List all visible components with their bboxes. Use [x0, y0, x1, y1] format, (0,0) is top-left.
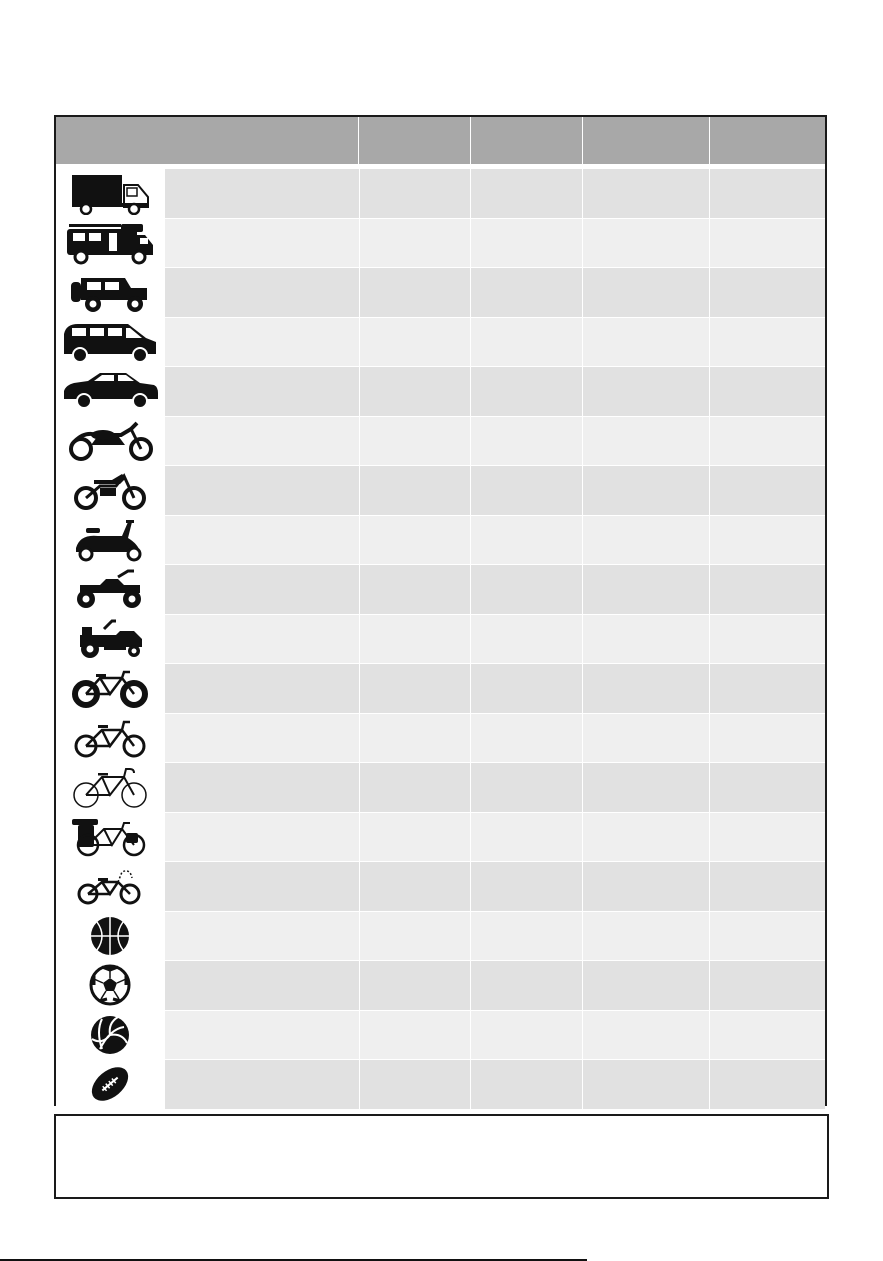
vehicle-label — [165, 367, 360, 416]
value-cell — [471, 219, 583, 268]
vehicle-label — [165, 763, 360, 812]
value-cell — [360, 367, 472, 416]
value-cell — [471, 615, 583, 664]
value-cell — [360, 615, 472, 664]
value-cell — [710, 615, 825, 664]
vehicle-label — [165, 169, 360, 218]
value-cell — [471, 417, 583, 466]
value-cell — [583, 763, 710, 812]
vehicle-label — [165, 1011, 360, 1060]
table-row — [56, 219, 825, 269]
value-cell — [710, 417, 825, 466]
notes-text — [56, 1116, 827, 1132]
header-column-4 — [710, 117, 825, 164]
value-cell — [471, 367, 583, 416]
off-road-jeep-icon — [56, 268, 165, 317]
value-cell — [471, 565, 583, 614]
american-football-icon — [56, 1060, 165, 1109]
vehicle-label — [165, 1060, 360, 1109]
value-cell — [583, 714, 710, 763]
value-cell — [710, 714, 825, 763]
value-cell — [583, 664, 710, 713]
value-cell — [471, 466, 583, 515]
value-cell — [360, 1011, 472, 1060]
value-cell — [471, 664, 583, 713]
value-cell — [710, 516, 825, 565]
value-cell — [710, 318, 825, 367]
cruiser-motorcycle-icon — [56, 417, 165, 466]
value-cell — [471, 318, 583, 367]
value-cell — [583, 169, 710, 218]
value-cell — [583, 813, 710, 862]
value-cell — [471, 169, 583, 218]
value-cell — [360, 516, 472, 565]
value-cell — [583, 862, 710, 911]
scooter-icon — [56, 516, 165, 565]
header-column-1 — [359, 117, 471, 164]
table-header — [56, 117, 825, 164]
value-cell — [583, 912, 710, 961]
table-row — [56, 961, 825, 1011]
table-row — [56, 664, 825, 714]
table-row — [56, 466, 825, 516]
value-cell — [710, 466, 825, 515]
value-cell — [583, 565, 710, 614]
value-cell — [471, 1011, 583, 1060]
table-row — [56, 813, 825, 863]
vehicle-label — [165, 268, 360, 317]
camper-van-icon — [56, 219, 165, 268]
vehicle-label — [165, 813, 360, 862]
table-row — [56, 367, 825, 417]
value-cell — [710, 813, 825, 862]
value-cell — [360, 714, 472, 763]
vehicle-label — [165, 912, 360, 961]
value-cell — [583, 367, 710, 416]
vehicle-label — [165, 219, 360, 268]
vehicle-label — [165, 516, 360, 565]
value-cell — [710, 268, 825, 317]
table-row — [56, 912, 825, 962]
table-row — [56, 1011, 825, 1061]
value-cell — [471, 714, 583, 763]
value-cell — [583, 615, 710, 664]
riding-lawn-mower-icon — [56, 615, 165, 664]
kids-bike-icon — [56, 862, 165, 911]
table-row — [56, 268, 825, 318]
value-cell — [710, 912, 825, 961]
header-column-2 — [471, 117, 583, 164]
notes-box — [54, 1114, 829, 1199]
value-cell — [710, 169, 825, 218]
vehicle-label — [165, 318, 360, 367]
touring-bike-with-bags-icon — [56, 813, 165, 862]
box-truck-icon — [56, 169, 165, 218]
value-cell — [583, 961, 710, 1010]
table-row — [56, 1060, 825, 1109]
vehicle-label — [165, 961, 360, 1010]
value-cell — [583, 516, 710, 565]
value-cell — [710, 1011, 825, 1060]
value-cell — [583, 1060, 710, 1109]
value-cell — [583, 417, 710, 466]
value-cell — [360, 912, 472, 961]
vehicle-label — [165, 664, 360, 713]
value-cell — [360, 763, 472, 812]
value-cell — [360, 813, 472, 862]
value-cell — [360, 169, 472, 218]
value-cell — [360, 466, 472, 515]
vehicle-inventory-table — [54, 115, 827, 1106]
vehicle-label — [165, 417, 360, 466]
value-cell — [360, 862, 472, 911]
value-cell — [710, 219, 825, 268]
value-cell — [471, 1060, 583, 1109]
volleyball-icon — [56, 1011, 165, 1060]
value-cell — [710, 763, 825, 812]
mountain-bike-icon — [56, 714, 165, 763]
value-cell — [583, 318, 710, 367]
basketball-icon — [56, 912, 165, 961]
value-cell — [360, 1060, 472, 1109]
value-cell — [471, 813, 583, 862]
value-cell — [710, 664, 825, 713]
value-cell — [583, 1011, 710, 1060]
vehicle-label — [165, 565, 360, 614]
value-cell — [360, 664, 472, 713]
atv-quad-icon — [56, 565, 165, 614]
value-cell — [471, 268, 583, 317]
value-cell — [583, 268, 710, 317]
sedan-car-icon — [56, 367, 165, 416]
value-cell — [710, 1060, 825, 1109]
minivan-icon — [56, 318, 165, 367]
table-row — [56, 169, 825, 219]
value-cell — [360, 318, 472, 367]
value-cell — [471, 862, 583, 911]
vehicle-label — [165, 714, 360, 763]
value-cell — [471, 912, 583, 961]
table-row — [56, 565, 825, 615]
soccer-ball-icon — [56, 961, 165, 1010]
table-row — [56, 714, 825, 764]
table-row — [56, 516, 825, 566]
value-cell — [360, 219, 472, 268]
value-cell — [360, 961, 472, 1010]
value-cell — [710, 565, 825, 614]
value-cell — [710, 961, 825, 1010]
table-row — [56, 417, 825, 467]
value-cell — [471, 961, 583, 1010]
value-cell — [583, 219, 710, 268]
table-row — [56, 318, 825, 368]
fat-tire-bike-icon — [56, 664, 165, 713]
table-row — [56, 862, 825, 912]
value-cell — [710, 367, 825, 416]
dirt-bike-icon — [56, 466, 165, 515]
vehicle-label — [165, 466, 360, 515]
header-vehicle — [56, 117, 359, 164]
vehicle-label — [165, 615, 360, 664]
table-row — [56, 615, 825, 665]
value-cell — [360, 417, 472, 466]
header-column-3 — [583, 117, 710, 164]
table-row — [56, 763, 825, 813]
value-cell — [360, 565, 472, 614]
value-cell — [360, 268, 472, 317]
value-cell — [710, 862, 825, 911]
vehicle-label — [165, 862, 360, 911]
table-body — [56, 169, 825, 1109]
road-bike-icon — [56, 763, 165, 812]
value-cell — [471, 763, 583, 812]
value-cell — [471, 516, 583, 565]
value-cell — [583, 466, 710, 515]
